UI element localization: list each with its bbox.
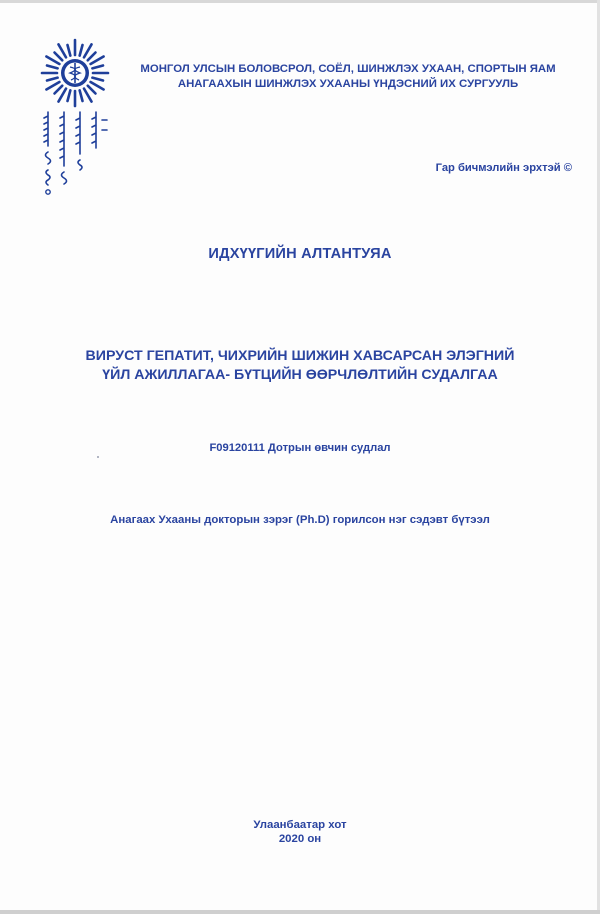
emblem-ray [92, 65, 103, 68]
ministry-header [112, 62, 584, 92]
emblem-ray [91, 82, 104, 90]
emblem-ray [84, 89, 92, 102]
emblem-ray [88, 52, 96, 60]
emblem-ray [88, 86, 96, 94]
emblem-ray [59, 89, 67, 102]
emblem-ray [80, 45, 83, 56]
scan-edge-bottom [0, 910, 600, 914]
university-emblem-icon [40, 38, 110, 108]
specialty-code: F09120111 Дотрын өвчин судлал [209, 442, 391, 454]
place-and-year [0, 818, 600, 846]
city: Улаанбаатар хот [253, 819, 347, 831]
ministry-line-1: МОНГОЛ УЛСЫН БОЛОВСРОЛ, СОЁЛ, ШИНЖЛЭХ УХААН, СПОРТЫН ЯАМ [140, 63, 556, 75]
copyright-note: Гар бичмэлийн эрхтэй © [435, 162, 572, 174]
emblem-ray [92, 78, 103, 81]
title-line-2: ҮЙЛ АЖИЛЛАГАА- БҮТЦИЙН ӨӨРЧЛӨЛТИЙН СУДАЛГАА [102, 367, 498, 383]
emblem-ray [59, 44, 67, 57]
emblem-ray [84, 44, 92, 57]
degree-statement: Анагаах Ухааны докторын зэрэг (Ph.D) горилсон нэг сэдэвт бүтээл [110, 514, 490, 526]
author-name: ИДХҮҮГИЙН АЛТАНТУЯА [208, 246, 392, 262]
emblem-ray [46, 57, 59, 65]
emblem-ray [67, 90, 70, 101]
emblem-ray [46, 82, 59, 90]
mongolian-script-emblem-icon [36, 108, 116, 198]
scan-edge-top [0, 0, 600, 3]
emblem-ray [80, 90, 83, 101]
year: 2020 он [278, 833, 322, 845]
university-line-2: АНАГААХЫН ШИНЖЛЭХ УХААНЫ ҮНДЭСНИЙ ИХ СУРГУУЛЬ [177, 78, 519, 90]
emblem-ray [47, 78, 58, 81]
emblem-ray [91, 57, 104, 65]
dissertation-title [0, 347, 600, 385]
emblem-ray [54, 86, 62, 94]
emblem-ray [47, 65, 58, 68]
title-line-1: ВИРУСТ ГЕПАТИТ, ЧИХРИЙН ШИЖИН ХАВСАРСАН ЭЛЭГНИЙ [85, 348, 515, 364]
emblem-ray [67, 45, 70, 56]
scan-speck [97, 456, 99, 458]
emblem-ray [54, 52, 62, 60]
